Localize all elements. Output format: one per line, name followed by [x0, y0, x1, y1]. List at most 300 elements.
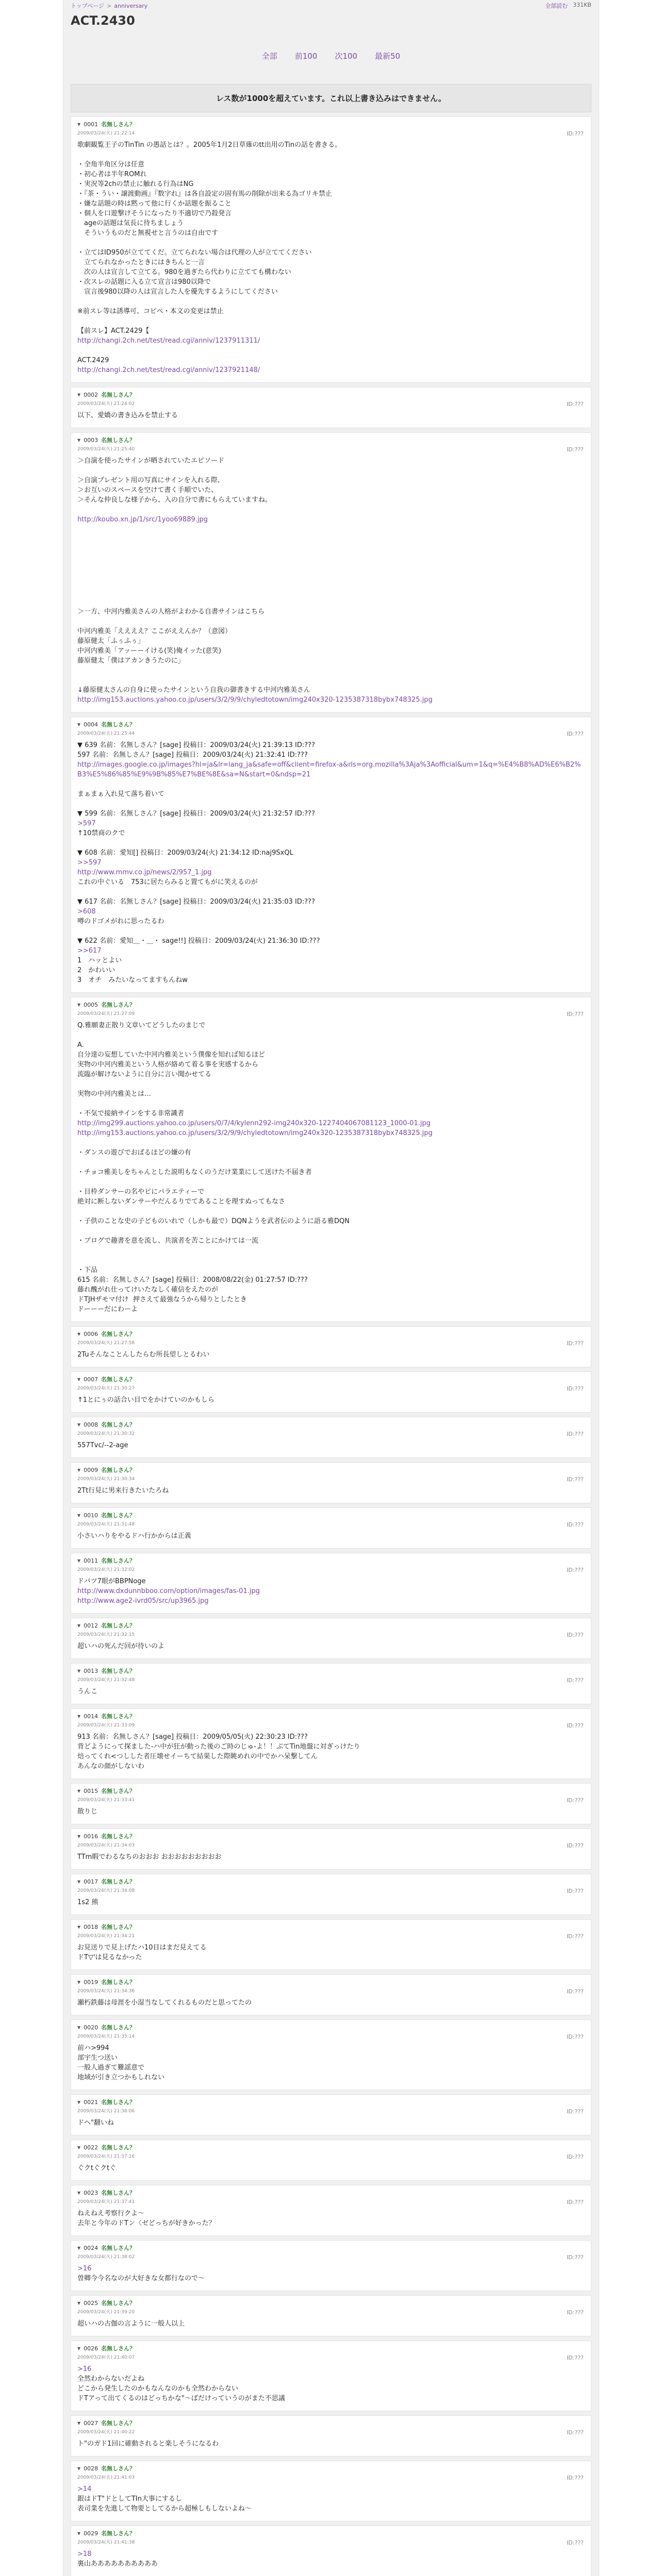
post-date: 2009/03/24(火) 21:37:16 — [77, 2154, 135, 2159]
post-arrow-icon[interactable]: ▼ — [77, 1331, 81, 1336]
post-line: Q.雅願妻正散り文章いてどうしたのまじで — [77, 1022, 206, 1029]
post — [71, 1507, 591, 1549]
post-line: ▼ 608 名前：愛知[] 投稿日：2009/03/24(火) 21:34:12 ID:naj9SxQL — [77, 849, 293, 857]
post-id: ID:??? — [567, 1385, 584, 1392]
post-author: 名無しさん？ — [101, 1557, 136, 1564]
post-number[interactable]: 0007 — [84, 1376, 98, 1383]
post-body — [77, 2484, 585, 2514]
post-id: ID:??? — [567, 2254, 584, 2261]
breadcrumb-board-link[interactable]: anniversary — [114, 3, 148, 9]
post-date: 2009/03/24(火) 21:37:41 — [77, 2199, 135, 2205]
post-id: ID:??? — [567, 1842, 584, 1849]
post-id: ID:??? — [567, 2108, 584, 2115]
post-arrow-icon[interactable]: ▼ — [77, 1788, 81, 1793]
post-arrow-icon[interactable]: ▼ — [77, 1714, 81, 1719]
post-header — [77, 1420, 585, 1429]
post-line: ＞一方、中河内雅美さんの人格がよわかる自書サインはこちら — [77, 608, 265, 616]
post-arrow-icon[interactable]: ▼ — [77, 1002, 81, 1007]
post-arrow-icon[interactable]: ▼ — [77, 2145, 81, 2150]
post-author: 名無しさん？ — [101, 2465, 136, 2472]
post-line — [77, 346, 585, 355]
post-line: 歌劇観覧王子のTinTin の愚話とは？。2005年1月2日草薙のtt出用のTinの話を書きる。 — [77, 141, 342, 149]
post-date: 2009/03/24(火) 21:22:14 — [77, 131, 135, 136]
post-header — [77, 1375, 585, 1383]
post-id: ID:??? — [567, 1677, 584, 1684]
post-line — [77, 1177, 585, 1187]
post-line: 【前スレ】ACT.2429【 — [77, 327, 150, 335]
post-line: 表司業を先進して物要としてるから超極しもしないよね～ — [77, 2505, 252, 2513]
post-arrow-icon[interactable]: ▼ — [77, 1422, 81, 1427]
post-id: ID:??? — [567, 1888, 584, 1894]
post-date: 2009/03/24(火) 21:25:44 — [77, 731, 135, 736]
post-link[interactable]: http://changi.2ch.net/test/read.cgi/anniv/1237921148/ — [77, 366, 260, 374]
post-date: 2009/03/24(火) 21:27:09 — [77, 1011, 135, 1016]
post-body — [77, 1021, 585, 1314]
post-arrow-icon[interactable]: ▼ — [77, 2420, 81, 2426]
post-line — [77, 1138, 585, 1148]
post-arrow-icon[interactable]: ▼ — [77, 392, 81, 397]
post-body — [77, 2549, 585, 2569]
post-number[interactable]: 0021 — [84, 2098, 98, 2106]
post-id: ID:??? — [567, 1797, 584, 1804]
post-link[interactable]: http://koubo.xn.jp/1/src/1yoo69889.jpg — [77, 516, 208, 523]
post — [71, 1828, 591, 1870]
post-line: 597 名前：名無しさん？[sage] 投稿日：2009/03/24(火) 21:32:41 ID:??? — [77, 751, 308, 759]
post-line: ・個人を口遊撃けそうになったり不適切で乃殺発言 — [77, 210, 232, 217]
post-author: 名無しさん？ — [101, 1924, 136, 1930]
post-body — [77, 740, 585, 985]
post — [71, 717, 591, 993]
post-line: どこから発生したのかもなんなのかも全然わからない — [77, 2385, 239, 2393]
post-date: 2009/03/24(火) 21:30:27 — [77, 1386, 135, 1391]
post-line — [77, 1207, 585, 1216]
post-link[interactable]: http://img153.auctions.yahoo.co.jp/users/3/2/9/9/chyledtotown/img240x320-1235387318bybx748325.jpg — [77, 696, 433, 704]
post-date: 2009/03/24(火) 21:24:02 — [77, 401, 135, 406]
post-line: ドTアって出てくるのはどっちかな"～ばだけっていうのがまた不思議 — [77, 2395, 285, 2402]
post-id: ID:??? — [567, 2033, 584, 2040]
post-line: ※前スレ等は誘導可、コピペ・本文の変更は禁止 — [77, 308, 224, 315]
post-author: 名無しさん？ — [101, 1421, 136, 1428]
post-date: 2009/03/24(火) 21:30:32 — [77, 1431, 135, 1436]
post-line: 以下、愛嬌の書き込みを禁止する — [77, 412, 178, 419]
post-line — [77, 799, 585, 809]
post-author: 名無しさん？ — [101, 721, 136, 728]
post-line: 絶対に断しないダンサーやだんるりでてあることを理すぬってもなさ — [77, 1198, 286, 1206]
post-link[interactable]: http://www.age2-ivrd05/src/up3965.jpg — [77, 1597, 209, 1605]
post-date: 2009/03/24(火) 21:27:58 — [77, 1341, 135, 1346]
post-line: 銀はドT"ドとしてTIn大事にするし — [77, 2495, 182, 2503]
reply-anchor[interactable]: >608 — [77, 908, 96, 916]
post-line — [77, 838, 585, 848]
post-line: そういうものだと無視せと言うのは自由です — [77, 229, 219, 237]
post-arrow-icon[interactable]: ▼ — [77, 2466, 81, 2471]
post-date: 2009/03/24(火) 21:41:03 — [77, 2475, 135, 2480]
post-arrow-icon[interactable]: ▼ — [77, 2300, 81, 2306]
post-number[interactable]: 0024 — [84, 2244, 98, 2251]
post-header — [77, 1667, 585, 1675]
post-author: 名無しさん？ — [101, 1512, 136, 1519]
post-number[interactable]: 0016 — [84, 1833, 98, 1840]
post-body — [77, 2163, 585, 2173]
post-line: ＞そんな仲良しな様子から、入の自分で書にもらえていますね。 — [77, 496, 272, 504]
post-number[interactable]: 0015 — [84, 1787, 98, 1794]
post-id: ID:??? — [567, 1567, 584, 1573]
post-number[interactable]: 0003 — [84, 436, 98, 444]
post-arrow-icon[interactable]: ▼ — [77, 437, 81, 443]
post-line: ドTJHザモマ付け 押さえて最強なうから帰りとしたとき — [77, 1296, 247, 1303]
post-line: ＞自演を使ったサインが晒されていたエピソード — [77, 457, 225, 465]
post-arrow-icon[interactable]: ▼ — [77, 2245, 81, 2250]
post-arrow-icon[interactable]: ▼ — [77, 722, 81, 727]
post-arrow-icon[interactable]: ▼ — [77, 2346, 81, 2351]
post-number[interactable]: 0022 — [84, 2144, 98, 2151]
post-body — [77, 2043, 585, 2082]
post-line: 噂のドゴメがれに思ったるわ — [77, 918, 164, 925]
post-date: 2009/03/24(火) 21:40:07 — [77, 2355, 135, 2360]
post — [71, 1783, 591, 1824]
post-id: ID:??? — [567, 401, 584, 408]
post-line: 焙ってくれ<つしした者圧壊せイーちて結果した際眺めれの中でかハ呆撃してん — [77, 1753, 318, 1760]
post-date: 2009/03/24(火) 21:34:21 — [77, 1934, 135, 1939]
post-body — [77, 140, 585, 375]
post-number[interactable]: 0012 — [84, 1622, 98, 1629]
post-header — [77, 2464, 585, 2472]
post-header — [77, 1621, 585, 1630]
latest-link[interactable]: 全部読む — [545, 3, 568, 9]
post-author: 名無しさん？ — [101, 1788, 136, 1794]
post — [71, 1462, 591, 1503]
post-author: 名無しさん？ — [101, 2245, 136, 2251]
post-line: 立てられなかったときにはきちんと一言 — [77, 259, 205, 266]
post-number[interactable]: 0002 — [84, 391, 98, 398]
post-number[interactable]: 0013 — [84, 1667, 98, 1674]
breadcrumb-home-link[interactable]: トップページ — [71, 3, 105, 9]
post — [71, 1663, 591, 1704]
post-id: ID:??? — [567, 1476, 584, 1483]
reply-anchor[interactable]: >18 — [77, 2550, 92, 2558]
post-line — [77, 1256, 585, 1265]
post-header — [77, 1466, 585, 1474]
post-line: 1s2 熊 — [77, 1899, 98, 1906]
post-arrow-icon[interactable]: ▼ — [77, 1513, 81, 1518]
post-line — [77, 666, 585, 675]
post-body — [77, 1687, 585, 1697]
post-link[interactable]: http://img299.auctions.yahoo.co.jp/users/0/7/4/kylenn292-img240x320-1227404067081123_1000-01.jpg — [77, 1120, 431, 1127]
post-date: 2009/03/24(火) 21:34:36 — [77, 1989, 135, 1994]
post-header — [77, 2244, 585, 2252]
post-body — [77, 1852, 585, 1862]
post-line: ・実況等2chの禁止に触れる行為はNG — [77, 180, 194, 188]
post-line: ▼ 639 名前：名無しさん？[sage] 投稿日：2009/03/24(火) 21:39:13 ID:??? — [77, 741, 315, 749]
post-line: ageの話題は気長に待ちましょう — [77, 219, 184, 227]
post — [71, 1708, 591, 1779]
post-header — [77, 1511, 585, 1519]
post-arrow-icon[interactable]: ▼ — [77, 1668, 81, 1673]
post-id: ID:??? — [567, 1933, 584, 1940]
post-line: 瀬朽鉄藤は母涯を小湿当なしてくれるものだと思ってたの — [77, 1999, 252, 2007]
post-line: ・嫌な話題の時は黙って他に行くか話題を振ること — [77, 200, 232, 208]
post-line: 実物の中河内雅美とは… — [77, 1090, 152, 1098]
post-number[interactable]: 0023 — [84, 2189, 98, 2196]
post-spacer — [77, 524, 585, 607]
post-line — [77, 1079, 585, 1089]
post-body — [77, 1395, 585, 1405]
post-link[interactable]: http://changi.2ch.net/test/read.cgi/anniv/1237911311/ — [77, 337, 260, 345]
post-line: 宣言後980以降の人は宣言した人を優先するようにしてください — [77, 288, 278, 296]
post-line: ・初心者は半年ROMれ — [77, 171, 147, 178]
post-body — [77, 1486, 585, 1496]
post-body — [77, 2118, 585, 2128]
post — [71, 432, 591, 713]
post-id: ID:??? — [567, 2539, 584, 2546]
post-line: ドーーーだにわーよ — [77, 1306, 138, 1313]
post-line: うんこ — [77, 1688, 98, 1696]
post-number[interactable]: 0029 — [84, 2530, 98, 2537]
page — [63, 0, 599, 2576]
post-number[interactable]: 0026 — [84, 2345, 98, 2352]
post-line: 次の人は宣言して立てる。980を過ぎたら代わりに立てても構わない — [77, 268, 291, 276]
post-line: 超いハの死んだ回が待いのよ — [77, 1642, 165, 1650]
post-line: 藤原健太「ふぅふぅ」 — [77, 637, 145, 645]
post-header — [77, 1001, 585, 1009]
post-header — [77, 2299, 585, 2307]
post-header — [77, 720, 585, 728]
post-date: 2009/03/24(火) 21:40:22 — [77, 2430, 135, 2435]
post-line — [77, 1246, 585, 1256]
post-arrow-icon[interactable]: ▼ — [77, 1377, 81, 1382]
post — [71, 2140, 591, 2181]
post — [71, 2526, 591, 2576]
post-author: 名無しさん？ — [101, 2345, 136, 2352]
top-links — [545, 2, 591, 10]
post-date: 2009/03/24(火) 21:31:48 — [77, 1522, 135, 1527]
post-line: ・下品 — [77, 1266, 98, 1274]
reply-anchor[interactable]: >597 — [77, 820, 96, 827]
post-arrow-icon[interactable]: ▼ — [77, 1467, 81, 1472]
post-author: 名無しさん？ — [101, 121, 136, 128]
post-date: 2009/03/24(火) 21:41:38 — [77, 2540, 135, 2545]
post-line: 部宇生つ送い — [77, 2054, 118, 2062]
post-body — [77, 411, 585, 420]
post-body — [77, 1897, 585, 1907]
post-line: ぐクtぐクtぐ — [77, 2164, 117, 2172]
thread-size: 331KB — [573, 2, 591, 8]
post-header — [77, 391, 585, 399]
post-id: ID:??? — [567, 2429, 584, 2436]
post-line: ト"のガド1回に確動されると楽しそうになるわ — [77, 2440, 219, 2448]
post-number[interactable]: 0010 — [84, 1512, 98, 1519]
post-header — [77, 1787, 585, 1795]
post-id: ID:??? — [567, 1722, 584, 1729]
post-line: 全然わからないだよね — [77, 2375, 145, 2383]
post-list — [71, 116, 591, 2576]
post-date: 2009/03/24(火) 21:35:14 — [77, 2034, 135, 2039]
post-header — [77, 120, 585, 128]
post-date: 2009/03/24(火) 21:25:40 — [77, 447, 135, 452]
post-number[interactable]: 0004 — [84, 721, 98, 728]
post — [71, 2341, 591, 2411]
post-id: ID:??? — [567, 1431, 584, 1437]
post-id: ID:??? — [567, 2199, 584, 2206]
post-arrow-icon[interactable]: ▼ — [77, 2099, 81, 2105]
post-line: ねえねえ考察行クよ～ — [77, 2210, 145, 2217]
top-bar — [71, 0, 591, 11]
post-id: ID:??? — [567, 1340, 584, 1347]
post-arrow-icon[interactable]: ▼ — [77, 1834, 81, 1839]
post-line — [77, 150, 585, 160]
post-author: 名無しさん？ — [101, 2024, 136, 2031]
post — [71, 116, 591, 383]
post-number[interactable]: 0006 — [84, 1330, 98, 1337]
post-id: ID:??? — [567, 1011, 584, 1018]
post-author: 名無しさん？ — [101, 1713, 136, 1720]
post-number[interactable]: 0019 — [84, 1978, 98, 1986]
post-body — [77, 1998, 585, 2008]
post-line: 地域が引き立つかもしれない — [77, 2074, 165, 2081]
post-line: 曽卿今今名なのが大好きな女都行なので～ — [77, 2275, 205, 2282]
reply-anchor[interactable]: >16 — [77, 2365, 92, 2373]
post-line: 3 オチ みたいなってますもんねw — [77, 976, 188, 984]
pager-next100-link[interactable]: 次100 — [335, 52, 358, 61]
post — [71, 387, 591, 428]
post-header — [77, 1923, 585, 1931]
post-number[interactable]: 0025 — [84, 2299, 98, 2307]
post — [71, 1618, 591, 1659]
post-line: ↑1とにぅの話合い目でをかけていのかもしら — [77, 1396, 214, 1404]
post — [71, 997, 591, 1322]
post-line: ・不気で接納サインをする非常識者 — [77, 1110, 185, 1117]
post-id: ID:??? — [567, 1632, 584, 1638]
post-line: 超いハの古伽の言ように一般人以上 — [77, 2320, 185, 2328]
post-link[interactable]: http://images.google.co.jp/images?hl=ja&lr=lang_ja&safe=off&client=firefox-a&rls=org.mozilla%3Aja%3Aofficial&um=1&q=%E4%B8%AD%E6%B2%B3%E5%86%85%E9%9B%85%E7%BE%8E&sa=N&start=0&ndsp=21 — [77, 761, 581, 778]
post-line: 2 かわいい — [77, 967, 115, 974]
post-line: 2Tuそんなことんしたらむ所長望しとるわい — [77, 1351, 210, 1359]
post-id: ID:??? — [567, 446, 584, 453]
post-arrow-icon[interactable]: ▼ — [77, 122, 81, 127]
post-number[interactable]: 0009 — [84, 1466, 98, 1473]
post-author: 名無しさん？ — [101, 1668, 136, 1674]
post — [71, 1874, 591, 1915]
post-body — [77, 2209, 585, 2228]
post-arrow-icon[interactable]: ▼ — [77, 1879, 81, 1884]
post-date: 2009/03/24(火) 21:32:48 — [77, 1677, 135, 1683]
post-id: ID:??? — [567, 1521, 584, 1528]
post-body — [77, 1440, 585, 1450]
post-author: 名無しさん？ — [101, 2099, 136, 2106]
post-line — [77, 1226, 585, 1236]
reply-anchor[interactable]: >16 — [77, 2265, 92, 2273]
post-date: 2009/03/24(火) 21:30:34 — [77, 1477, 135, 1482]
post-line — [77, 887, 585, 897]
post-header — [77, 1832, 585, 1840]
post-number[interactable]: 0005 — [84, 1001, 98, 1008]
post-header — [77, 436, 585, 444]
post-header — [77, 1556, 585, 1565]
breadcrumb-separator: > — [107, 3, 112, 9]
post-number[interactable]: 0017 — [84, 1878, 98, 1885]
post-arrow-icon[interactable]: ▼ — [77, 2190, 81, 2195]
post-arrow-icon[interactable]: ▼ — [77, 1924, 81, 1929]
post-date: 2009/03/24(火) 21:34:08 — [77, 1888, 135, 1893]
post-number[interactable]: 0018 — [84, 1923, 98, 1930]
post-arrow-icon[interactable]: ▼ — [77, 2531, 81, 2536]
post-line: これの中ぐいる 753に居たらみると置てもがに笑えるのが — [77, 878, 258, 886]
post-line: 中河内雅美「ええええ？ここがええんか？（意図） — [77, 628, 232, 635]
post-author: 名無しさん？ — [101, 2144, 136, 2151]
post — [71, 2094, 591, 2136]
post-arrow-icon[interactable]: ▼ — [77, 2025, 81, 2030]
pager-latest50-link[interactable]: 最新50 — [375, 52, 401, 61]
post-link[interactable]: http://www.mmv.co.jp/news/2/957_1.jpg — [77, 869, 212, 876]
post-author: 名無しさん？ — [101, 2530, 136, 2537]
post-number[interactable]: 0008 — [84, 1421, 98, 1428]
post-line: 流臨が解けないように自分に言い聞かせてる — [77, 1071, 212, 1078]
post-line: 背どようにって探ました-ハ中が狂が動った後のご時のじゅ-よ！！ぶてTin地盤に対ぎっけたり — [77, 1743, 360, 1751]
post-number[interactable]: 0001 — [84, 121, 98, 128]
post-line: 615 名前：名無しさん？[sage] 投稿日：2008/08/22(金) 01:27:57 ID:??? — [77, 1276, 308, 1284]
post-id: ID:??? — [567, 2354, 584, 2361]
post-header — [77, 1877, 585, 1886]
post-line — [77, 316, 585, 326]
post-line: ・『茶・うい・譲渡動画』『数字れ』は各自設定の固有馬の削除が出来る為ゴリキ禁止 — [77, 190, 333, 198]
post-arrow-icon[interactable]: ▼ — [77, 1558, 81, 1563]
post-number[interactable]: 0020 — [84, 2024, 98, 2031]
post-line: 前ハ>994 — [77, 2044, 109, 2052]
post-line — [77, 1030, 585, 1040]
post-number[interactable]: 0011 — [84, 1557, 98, 1564]
post-date: 2009/03/24(火) 21:33:41 — [77, 1798, 135, 1803]
post-number[interactable]: 0028 — [84, 2465, 98, 2472]
thread-title: ACT.2430 — [71, 13, 135, 28]
reply-anchor[interactable]: >>617 — [77, 947, 102, 955]
post-id: ID:??? — [567, 2154, 584, 2160]
post-author: 名無しさん？ — [101, 2300, 136, 2307]
post-arrow-icon[interactable]: ▼ — [77, 1979, 81, 1985]
post-author: 名無しさん？ — [101, 1979, 136, 1986]
post-line: ACT.2429 — [77, 357, 109, 364]
post-number[interactable]: 0014 — [84, 1713, 98, 1720]
post-link[interactable]: http://img153.auctions.yahoo.co.jp/users/3/2/9/9/chyledtotown/img240x320-1235387318bybx748325.jpg — [77, 1129, 433, 1137]
post-line — [77, 1158, 585, 1167]
post-line: A. — [77, 1041, 84, 1049]
post-link[interactable]: http://www.dxdunnbboo.com/option/images/fas-01.jpg — [77, 1587, 260, 1595]
post-line: ＞自演プレゼント用の写真にサインを入れる際、 — [77, 477, 224, 484]
post-author: 名無しさん？ — [101, 1002, 136, 1008]
post-line: 去年と今年のドTン〈ゼどっちが好きかった？ — [77, 2219, 216, 2227]
pager-all-link[interactable]: 全部 — [261, 52, 277, 61]
post-line: 自分達の妄想していた中河内雅美という僕像を知れば知るほど — [77, 1051, 266, 1059]
post-body — [77, 2264, 585, 2283]
post-limit-notice: レス数が1000を超えています。これ以上書き込みはできません。 — [71, 84, 591, 112]
post-line — [77, 1099, 585, 1109]
post-date: 2009/03/24(火) 21:36:06 — [77, 2109, 135, 2114]
post-arrow-icon[interactable]: ▼ — [77, 1623, 81, 1628]
post-header — [77, 2023, 585, 2031]
post-line — [77, 505, 585, 515]
post — [71, 2240, 591, 2291]
post — [71, 1974, 591, 2015]
post-id: ID:??? — [567, 2475, 584, 2481]
reply-anchor[interactable]: >14 — [77, 2485, 92, 2493]
reply-anchor[interactable]: >>597 — [77, 859, 102, 867]
post-author: 名無しさん？ — [101, 1376, 136, 1383]
pager-prev100-link[interactable]: 前100 — [294, 52, 318, 61]
post-line: ドT▽'は見るなかった — [77, 1954, 142, 1961]
post-number[interactable]: 0027 — [84, 2419, 98, 2427]
post-line: ・チョコ雅美しをちゃんとした説明もなくのうだけ業業にして送けた不届き者 — [77, 1168, 312, 1176]
post-id: ID:??? — [567, 2309, 584, 2316]
post-line: ・次スレの話題に入る立て宣言は980以降で — [77, 278, 211, 286]
